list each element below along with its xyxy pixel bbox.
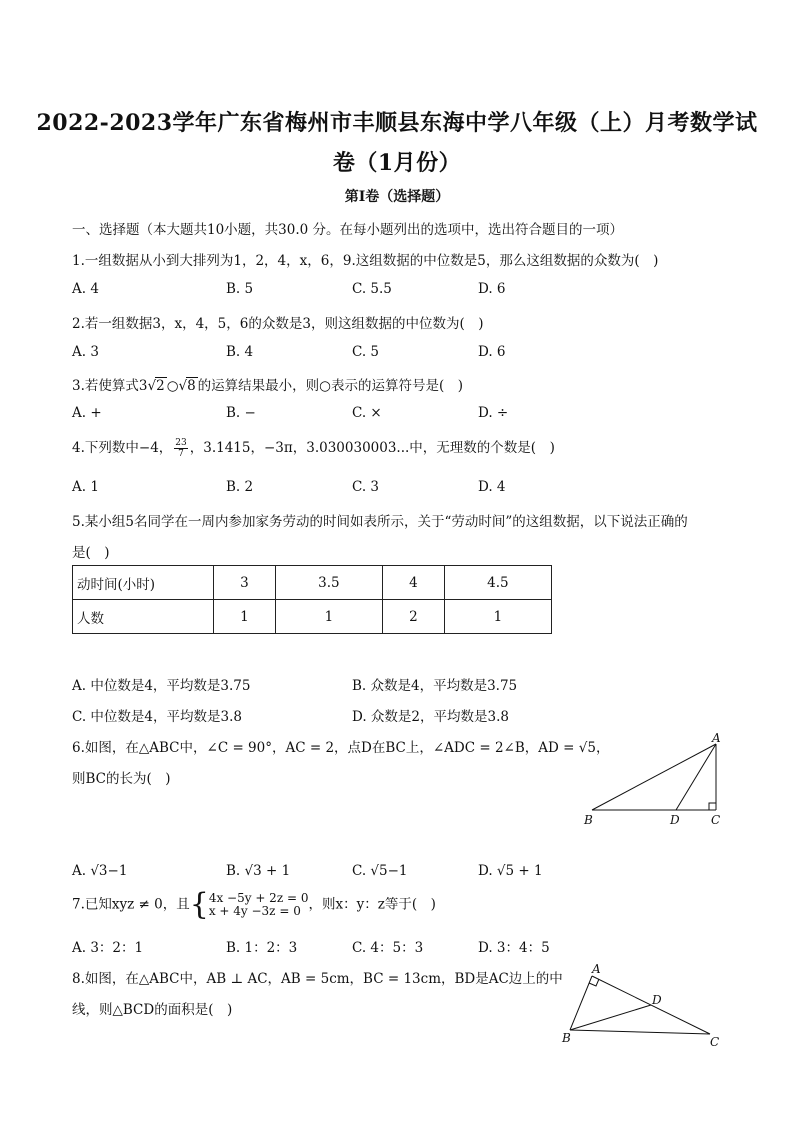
- q4-option-a: A. 1: [72, 479, 99, 495]
- table-cell: 2: [382, 600, 444, 634]
- question-4-stem: [72, 436, 555, 459]
- q6-option-b: B. √3 + 1: [226, 863, 291, 879]
- q2-option-c: C. 5: [352, 344, 380, 360]
- table-cell: 人数: [73, 600, 214, 634]
- q4-fraction: [174, 438, 187, 459]
- right-angle-mark: [709, 803, 716, 810]
- q1-option-b: B. 5: [226, 281, 254, 297]
- q6-option-d: D. √5 + 1: [478, 863, 543, 879]
- fraction-denominator: 7: [178, 449, 184, 459]
- vertex-label-c: C: [711, 813, 721, 827]
- question-3-stem: [72, 374, 463, 394]
- vertex-label-d: D: [670, 813, 680, 827]
- question-5-stem-line1: 5.某小组5名同学在一周内参加家务劳动的时间如表所示，关于“劳动时间”的这组数据，以下说法正确的: [72, 514, 688, 530]
- q3-option-a: A. +: [72, 405, 102, 421]
- question-2-stem: 2.若一组数据3，x，4，5，6的众数是3，则这组数据的中位数为( ): [72, 316, 484, 332]
- part-heading: 一、选择题（本大题共10小题，共30.0 分。在每小题列出的选项中，选出符合题目的一项）: [72, 222, 624, 238]
- question-8-stem-line2: 线，则△BCD的面积是( ): [72, 1002, 233, 1018]
- q4-stem-prefix: 4.下列数中−4，: [72, 440, 173, 456]
- q5-option-c: C. 中位数是4，平均数是3.8: [72, 709, 242, 725]
- q1-option-c: C. 5.5: [352, 281, 392, 297]
- q1-option-a: A. 4: [72, 281, 99, 297]
- q6-triangle-figure: [578, 730, 728, 830]
- table-cell: 4: [382, 566, 444, 600]
- table-cell: 3.5: [275, 566, 382, 600]
- table-row: [73, 600, 552, 634]
- table-cell: 3: [214, 566, 276, 600]
- q2-option-d: D. 6: [478, 344, 506, 360]
- q6-option-c: C. √5−1: [352, 863, 408, 879]
- segment-ab: [592, 744, 716, 810]
- q7-option-d: D. 3：4：5: [478, 940, 550, 956]
- question-7-stem: [72, 887, 436, 922]
- table-cell: 1: [275, 600, 382, 634]
- question-5-stem-line2: 是( ): [72, 545, 110, 561]
- q3-circle-symbol: ○: [166, 378, 179, 394]
- segment-bc: [570, 1030, 710, 1034]
- q4-option-d: D. 4: [478, 479, 506, 495]
- vertex-label-a: A: [712, 731, 721, 745]
- vertex-label-b: B: [562, 1031, 571, 1045]
- question-1-stem: 1.一组数据从小到大排列为1，2，4，x，6，9.这组数据的中位数是5，那么这组数据的众数为( ): [72, 253, 659, 269]
- q2-option-a: A. 3: [72, 344, 99, 360]
- q4-stem-suffix: ，3.1415，−3π，3.030030003...中，无理数的个数是( ): [189, 440, 555, 456]
- q4-option-b: B. 2: [226, 479, 254, 495]
- q7-option-b: B. 1：2：3: [226, 940, 298, 956]
- table-cell: 1: [214, 600, 276, 634]
- q3-radicand-1: 2: [156, 378, 165, 394]
- labor-time-table: [72, 565, 552, 634]
- q6-option-a: A. √3−1: [72, 863, 128, 879]
- q3-option-b: B. −: [226, 405, 256, 421]
- q3-option-c: C. ×: [352, 405, 382, 421]
- question-8-stem-line1: 8.如图，在△ABC中，AB ⊥ AC，AB = 5cm，BC = 13cm，BD是AC边上的中: [72, 971, 563, 987]
- q3-option-d: D. ÷: [478, 405, 509, 421]
- vertex-label-a: A: [592, 962, 601, 976]
- equation-2: x + 4y −3z = 0: [208, 904, 301, 918]
- table-cell: 4.5: [444, 566, 551, 600]
- q7-stem-suffix: ，则x：y：z等于( ): [308, 896, 436, 913]
- q1-option-d: D. 6: [478, 281, 506, 297]
- q7-option-a: A. 3：2：1: [72, 940, 144, 956]
- equation-1: 4x −5y + 2z = 0: [208, 891, 309, 905]
- fraction-numerator: 23: [175, 438, 187, 448]
- vertex-label-d: D: [652, 993, 662, 1007]
- vertex-label-c: C: [710, 1035, 720, 1049]
- q5-option-d: D. 众数是2，平均数是3.8: [352, 709, 509, 725]
- q3-stem-suffix: 的运算结果最小，则○表示的运算符号是( ): [197, 378, 463, 394]
- question-6-stem-line1: 6.如图，在△ABC中，∠C = 90°，AC = 2，点D在BC上，∠ADC = 2∠B，AD = √5，: [72, 740, 610, 756]
- vertex-label-b: B: [584, 813, 593, 827]
- question-6-stem-line2: 则BC的长为( ): [72, 771, 171, 787]
- table-cell: 动时间(小时): [73, 566, 214, 600]
- q3-stem-prefix: 3.若使算式3: [72, 378, 148, 394]
- table-cell: 1: [444, 600, 551, 634]
- q4-option-c: C. 3: [352, 479, 380, 495]
- q7-option-c: C. 4：5：3: [352, 940, 424, 956]
- q3-radicand-2: 8: [187, 378, 196, 394]
- paper-title-line1: 2022-2023学年广东省梅州市丰顺县东海中学八年级（上）月考数学试: [36, 110, 758, 136]
- q7-equation-system: [209, 892, 309, 918]
- section-heading: 第I卷（选择题）: [344, 189, 450, 205]
- segment-ad: [676, 744, 716, 810]
- brace-icon: {: [189, 887, 209, 922]
- q7-stem-prefix: 7.已知xyz ≠ 0，且: [72, 896, 190, 913]
- segment-ab: [570, 976, 592, 1030]
- q8-triangle-figure: [558, 962, 728, 1052]
- segment-bd: [570, 1005, 651, 1030]
- sqrt-icon: √: [147, 378, 157, 394]
- table-row: [73, 566, 552, 600]
- q5-option-a: A. 中位数是4，平均数是3.75: [72, 678, 251, 694]
- paper-title-line2: 卷（1月份）: [332, 150, 462, 176]
- q2-option-b: B. 4: [226, 344, 254, 360]
- sqrt-icon: √: [178, 378, 188, 394]
- q5-option-b: B. 众数是4，平均数是3.75: [352, 678, 518, 694]
